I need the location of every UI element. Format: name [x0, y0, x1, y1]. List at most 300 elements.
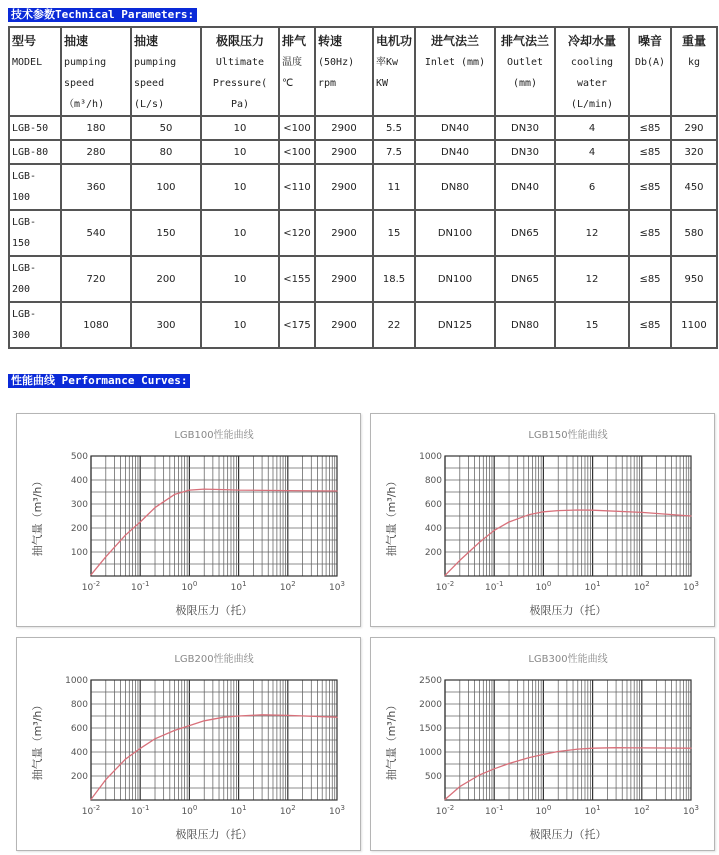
model-name-part: LGB-: [12, 217, 37, 228]
x-tick-exponent: 2: [291, 580, 296, 588]
x-tick-label: [82, 580, 100, 593]
data-point: [479, 774, 480, 775]
y-tick-label: 400: [70, 748, 88, 758]
column-header: [495, 27, 555, 116]
x-tick-exponent: 2: [645, 580, 650, 588]
x-tick-base: 10: [130, 583, 143, 593]
table-cell: 80: [131, 140, 201, 164]
table-cell: DN100: [415, 210, 495, 256]
table-cell: ≤85: [629, 164, 671, 210]
y-tick-label: 2000: [419, 700, 442, 710]
model-name-part: 300: [12, 330, 31, 341]
technical-parameters-title: 技术参数Technical Parameters:: [8, 8, 197, 22]
x-tick-exponent: 2: [645, 804, 650, 812]
y-tick-label: 600: [424, 500, 442, 510]
column-header: [61, 27, 131, 116]
table-cell: 950: [671, 256, 717, 302]
column-header-en: Db(A): [634, 57, 666, 68]
column-header-en: (L/min): [570, 99, 614, 110]
table-cell: 320: [671, 140, 717, 164]
data-point: [238, 489, 239, 490]
x-tick-exponent: 3: [694, 804, 699, 812]
x-tick-label: [683, 580, 699, 593]
x-tick-exponent: -2: [447, 804, 455, 812]
chart-panel-lgb300: [370, 637, 715, 851]
column-header-en: ℃: [282, 78, 294, 89]
model-cell: [9, 164, 61, 210]
performance-curves-title: 性能曲线 Performance Curves:: [8, 374, 190, 388]
x-tick-base: 10: [130, 807, 143, 817]
table-cell: 2900: [315, 210, 373, 256]
table-cell: 2900: [315, 164, 373, 210]
column-header-en: （m³/h): [64, 99, 105, 110]
x-tick-base: 10: [181, 807, 193, 817]
x-tick-label: [634, 804, 650, 817]
column-header-en: (mm): [512, 78, 538, 89]
data-point: [204, 720, 205, 721]
data-point: [125, 759, 126, 760]
table-cell: <120: [279, 210, 315, 256]
model-name-part: 200: [12, 284, 31, 295]
x-axis-label: 极限压力（托）: [175, 604, 253, 617]
table-cell: DN40: [415, 140, 495, 164]
table-cell: 10: [201, 140, 279, 164]
model-name-part: 150: [12, 238, 31, 249]
x-tick-base: 10: [329, 583, 341, 593]
data-point: [558, 510, 559, 511]
table-cell: <100: [279, 140, 315, 164]
series-line-lgb200: [91, 715, 337, 800]
y-tick-label: 200: [424, 548, 442, 558]
data-point: [528, 757, 529, 758]
table-cell: 450: [671, 164, 717, 210]
data-point: [543, 754, 544, 755]
data-point: [223, 717, 224, 718]
model-cell: [9, 256, 61, 302]
x-tick-base: 10: [484, 807, 497, 817]
column-header-cn: 抽速: [64, 34, 89, 48]
table-row: [9, 210, 717, 256]
y-axis-label: 抽气量（m³/h）: [385, 699, 398, 781]
x-tick-label: [181, 804, 197, 817]
x-tick-exponent: 3: [340, 804, 345, 812]
table-cell: ≤85: [629, 302, 671, 348]
table-cell: 360: [61, 164, 131, 210]
y-tick-label: 400: [70, 476, 88, 486]
x-tick-exponent: -1: [496, 804, 504, 812]
table-cell: <155: [279, 256, 315, 302]
table-cell: DN65: [495, 210, 555, 256]
column-header-en: 率Kw: [376, 57, 399, 68]
chart-panel-lgb200: [16, 637, 361, 851]
data-point: [615, 747, 616, 748]
column-header-cn: 极限压力: [215, 34, 264, 48]
chart-panel-lgb100: [16, 413, 361, 627]
model-cell: [9, 140, 61, 164]
x-tick-exponent: -1: [496, 580, 504, 588]
x-tick-exponent: 0: [192, 804, 198, 812]
column-header-cn: 转速: [318, 34, 343, 48]
table-cell: DN30: [495, 140, 555, 164]
y-tick-label: 400: [424, 524, 442, 534]
data-point: [444, 799, 445, 800]
table-cell: DN30: [495, 116, 555, 140]
column-header: [555, 27, 629, 116]
column-header: [279, 27, 315, 116]
model-name-part: 100: [12, 192, 31, 203]
data-point: [528, 514, 529, 515]
table-cell: 280: [61, 140, 131, 164]
column-header-cn: 型号: [12, 34, 37, 48]
data-point: [508, 521, 509, 522]
x-tick-label: [181, 580, 197, 593]
table-cell: <100: [279, 116, 315, 140]
table-cell: 12: [555, 210, 629, 256]
table-row: [9, 140, 717, 164]
data-point: [140, 748, 141, 749]
x-tick-base: 10: [279, 583, 292, 593]
column-header-cn: 重量: [681, 34, 706, 48]
table-cell: 12: [555, 256, 629, 302]
data-point: [494, 768, 495, 769]
chart-title: LGB100性能曲线: [174, 430, 254, 441]
table-cell: DN65: [495, 256, 555, 302]
table-cell: 720: [61, 256, 131, 302]
column-header-en: (L/s): [134, 99, 165, 110]
x-tick-label: [683, 804, 699, 817]
table-cell: 200: [131, 256, 201, 302]
table-cell: DN100: [415, 256, 495, 302]
table-row: [9, 164, 717, 210]
x-tick-base: 10: [279, 807, 292, 817]
y-tick-label: 100: [70, 548, 88, 558]
data-point: [287, 490, 288, 491]
data-point: [336, 717, 337, 718]
x-tick-label: [231, 804, 247, 817]
column-header-en: 温度: [282, 57, 302, 68]
column-header-en: Pressure(: [212, 78, 268, 89]
x-tick-base: 10: [329, 807, 341, 817]
model-cell: [9, 116, 61, 140]
table-cell: 100: [131, 164, 201, 210]
data-point: [174, 494, 175, 495]
table-row: [9, 302, 717, 348]
data-point: [508, 763, 509, 764]
y-tick-label: 500: [70, 452, 88, 462]
series-line-lgb150: [445, 510, 691, 575]
table-cell: 580: [671, 210, 717, 256]
x-tick-label: [634, 580, 650, 593]
model-name-part: LGB-: [12, 309, 37, 320]
data-point: [641, 512, 642, 513]
table-cell: ≤85: [629, 116, 671, 140]
series-line-lgb100: [91, 489, 337, 575]
table-cell: <110: [279, 164, 315, 210]
table-cell: 7.5: [373, 140, 415, 164]
data-point: [444, 575, 445, 576]
table-row: [9, 256, 717, 302]
data-point: [690, 515, 691, 516]
x-tick-base: 10: [535, 807, 547, 817]
column-header-cn: 抽速: [134, 34, 159, 48]
table-cell: 15: [373, 210, 415, 256]
x-tick-exponent: 1: [596, 804, 601, 812]
y-tick-label: 600: [70, 724, 88, 734]
table-cell: 15: [555, 302, 629, 348]
y-tick-label: 200: [70, 524, 88, 534]
x-axis-label: 极限压力（托）: [529, 604, 607, 617]
column-header-cn: 排气法兰: [500, 34, 549, 48]
column-header-cn: 电机功: [376, 34, 413, 48]
table-cell: DN40: [415, 116, 495, 140]
x-tick-exponent: -2: [447, 580, 455, 588]
data-point: [105, 779, 106, 780]
x-tick-label: [436, 804, 454, 817]
x-tick-base: 10: [683, 807, 695, 817]
table-cell: 150: [131, 210, 201, 256]
column-header: [373, 27, 415, 116]
column-header-en: Outlet: [506, 57, 544, 68]
data-point: [577, 509, 578, 510]
data-point: [287, 715, 288, 716]
chart-panel-lgb150: [370, 413, 715, 627]
chart-lgb300: [371, 638, 716, 852]
column-header-en: kg: [687, 57, 701, 68]
data-point: [204, 489, 205, 490]
column-header: [201, 27, 279, 116]
x-tick-label: [231, 580, 247, 593]
data-point: [459, 560, 460, 561]
chart-lgb200: [17, 638, 362, 852]
x-tick-base: 10: [584, 807, 597, 817]
x-tick-exponent: 0: [546, 580, 552, 588]
model-name-part: LGB-: [12, 171, 37, 182]
column-header-en: KW: [376, 78, 389, 89]
y-tick-label: 1000: [419, 452, 442, 462]
data-point: [105, 556, 106, 557]
y-tick-label: 1500: [419, 724, 442, 734]
y-tick-label: 200: [70, 772, 88, 782]
x-tick-exponent: 0: [192, 580, 198, 588]
table-cell: 5.5: [373, 116, 415, 140]
data-point: [90, 799, 91, 800]
data-point: [592, 510, 593, 511]
table-cell: DN40: [495, 164, 555, 210]
x-tick-exponent: -1: [142, 580, 150, 588]
x-tick-label: [280, 804, 296, 817]
x-tick-exponent: -2: [93, 804, 101, 812]
table-cell: <175: [279, 302, 315, 348]
column-header-en: Pa): [230, 99, 250, 110]
x-tick-label: [82, 804, 100, 817]
model-name-part: LGB-50: [12, 122, 49, 134]
y-tick-label: 300: [70, 500, 88, 510]
column-header-en: cooling: [570, 57, 614, 68]
data-point: [592, 748, 593, 749]
table-cell: 11: [373, 164, 415, 210]
x-tick-base: 10: [230, 807, 243, 817]
x-tick-exponent: -1: [142, 804, 150, 812]
table-cell: 10: [201, 256, 279, 302]
column-header-cn: 进气法兰: [430, 34, 479, 48]
data-point: [125, 535, 126, 536]
model-name-part: LGB-: [12, 263, 37, 274]
data-point: [140, 521, 141, 522]
column-header-en: pumping: [64, 57, 107, 68]
x-tick-label: [329, 580, 345, 593]
table-cell: 10: [201, 210, 279, 256]
table-cell: 18.5: [373, 256, 415, 302]
x-tick-label: [485, 580, 503, 593]
data-point: [690, 748, 691, 749]
data-point: [189, 489, 190, 490]
table-cell: 10: [201, 164, 279, 210]
x-tick-label: [131, 580, 149, 593]
data-point: [261, 714, 262, 715]
x-tick-base: 10: [484, 583, 497, 593]
table-cell: DN125: [415, 302, 495, 348]
table-cell: ≤85: [629, 140, 671, 164]
column-header: [9, 27, 61, 116]
x-tick-base: 10: [584, 583, 597, 593]
data-point: [189, 725, 190, 726]
table-cell: 6: [555, 164, 629, 210]
column-header-en: speed: [64, 78, 95, 89]
table-header-row: [9, 27, 717, 116]
y-tick-label: 800: [424, 476, 442, 486]
table-cell: 4: [555, 140, 629, 164]
x-tick-base: 10: [81, 583, 94, 593]
column-header-en: water: [576, 78, 608, 89]
x-tick-base: 10: [181, 583, 193, 593]
x-tick-base: 10: [683, 583, 695, 593]
x-tick-label: [329, 804, 345, 817]
x-tick-base: 10: [435, 583, 448, 593]
table-cell: 2900: [315, 302, 373, 348]
table-cell: 300: [131, 302, 201, 348]
x-tick-exponent: 1: [242, 804, 247, 812]
chart-lgb150: [371, 414, 716, 628]
table-cell: 10: [201, 302, 279, 348]
table-cell: 50: [131, 116, 201, 140]
data-point: [223, 489, 224, 490]
x-tick-base: 10: [230, 583, 243, 593]
table-cell: 180: [61, 116, 131, 140]
chart-title: LGB150性能曲线: [528, 430, 608, 441]
column-header-en: (50Hz): [318, 57, 355, 68]
x-axis-label: 极限压力（托）: [175, 828, 253, 841]
x-tick-base: 10: [535, 583, 547, 593]
table-cell: 1080: [61, 302, 131, 348]
table-cell: 4: [555, 116, 629, 140]
data-point: [174, 730, 175, 731]
x-tick-exponent: 1: [242, 580, 247, 588]
x-tick-exponent: 3: [340, 580, 345, 588]
x-tick-base: 10: [81, 807, 94, 817]
data-point: [154, 507, 155, 508]
table-cell: 10: [201, 116, 279, 140]
table-cell: 290: [671, 116, 717, 140]
table-cell: 22: [373, 302, 415, 348]
y-axis-label: 抽气量（m³/h）: [31, 699, 44, 781]
x-tick-label: [485, 804, 503, 817]
data-point: [494, 530, 495, 531]
x-tick-label: [585, 804, 601, 817]
x-tick-exponent: 3: [694, 580, 699, 588]
data-point: [459, 786, 460, 787]
column-header: [629, 27, 671, 116]
y-tick-label: 2500: [419, 676, 442, 686]
column-header: [415, 27, 495, 116]
table-cell: 540: [61, 210, 131, 256]
data-point: [558, 751, 559, 752]
series-line-lgb300: [445, 748, 691, 800]
data-point: [154, 738, 155, 739]
column-header-en: pumping: [134, 57, 177, 68]
y-tick-label: 500: [424, 772, 442, 782]
model-cell: [9, 302, 61, 348]
x-tick-base: 10: [435, 807, 448, 817]
x-tick-label: [131, 804, 149, 817]
chart-title: LGB300性能曲线: [528, 654, 608, 665]
data-point: [336, 490, 337, 491]
x-tick-base: 10: [633, 583, 646, 593]
model-cell: [9, 210, 61, 256]
table-cell: 2900: [315, 256, 373, 302]
column-header-en: speed: [134, 78, 165, 89]
y-axis-label: 抽气量（m³/h）: [385, 475, 398, 557]
chart-title: LGB200性能曲线: [174, 654, 254, 665]
table-cell: ≤85: [629, 256, 671, 302]
data-point: [479, 542, 480, 543]
table-cell: 2900: [315, 140, 373, 164]
column-header-cn: 冷却水量: [567, 34, 616, 48]
table-cell: ≤85: [629, 210, 671, 256]
y-tick-label: 1000: [419, 748, 442, 758]
data-point: [238, 715, 239, 716]
x-axis-label: 极限压力（托）: [529, 828, 607, 841]
table-row: [9, 116, 717, 140]
x-tick-label: [535, 580, 551, 593]
data-point: [543, 511, 544, 512]
column-header: [315, 27, 373, 116]
x-tick-label: [280, 580, 296, 593]
x-tick-exponent: 2: [291, 804, 296, 812]
column-header-cn: 排气: [282, 34, 307, 48]
column-header-en: Ultimate: [215, 57, 265, 68]
x-tick-label: [436, 580, 454, 593]
column-header-cn: 噪音: [637, 34, 662, 48]
table-cell: DN80: [495, 302, 555, 348]
table-cell: DN80: [415, 164, 495, 210]
x-tick-exponent: 0: [546, 804, 552, 812]
x-tick-exponent: 1: [596, 580, 601, 588]
table-cell: 2900: [315, 116, 373, 140]
x-tick-label: [585, 580, 601, 593]
column-header-en: Inlet (mm): [424, 57, 486, 68]
data-point: [90, 574, 91, 575]
data-point: [577, 749, 578, 750]
column-header-en: MODEL: [12, 57, 43, 68]
technical-parameters-table: [8, 26, 718, 349]
x-tick-label: [535, 804, 551, 817]
x-tick-exponent: -2: [93, 580, 101, 588]
y-tick-label: 800: [70, 700, 88, 710]
model-name-part: LGB-80: [12, 146, 49, 158]
y-axis-label: 抽气量（m³/h）: [31, 475, 44, 557]
table-cell: 1100: [671, 302, 717, 348]
column-header: [671, 27, 717, 116]
